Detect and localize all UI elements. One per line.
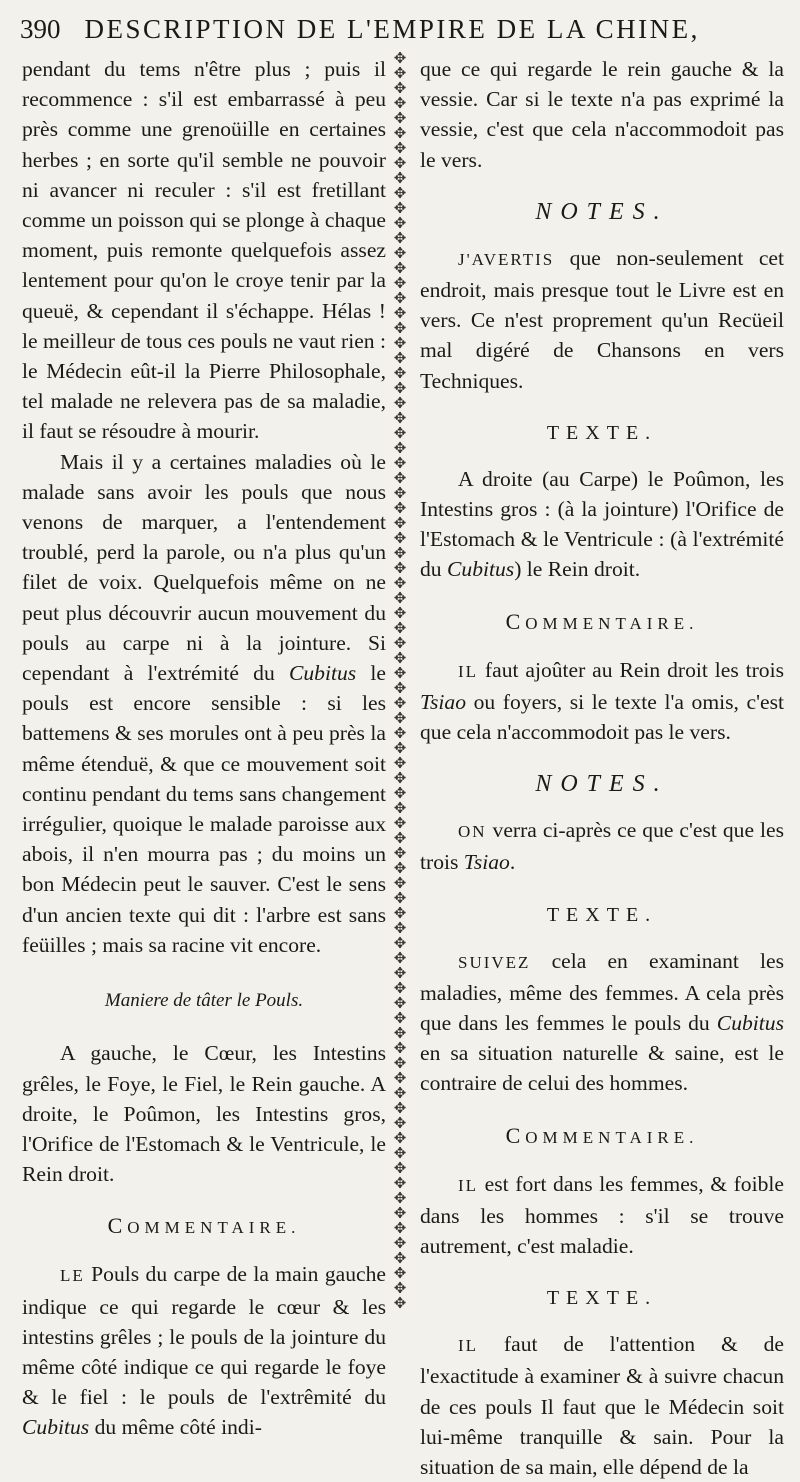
- paragraph: que ce qui regarde le rein gauche & la vessie. Car si le texte n'a pas exprimé la vessie, c'est que cela n'accommodoit pas le vers.: [420, 57, 784, 172]
- paragraph: [420, 655, 784, 748]
- paragraph: [420, 815, 784, 877]
- text-run: ou foyers, si le texte l'a omis, c'est que cela n'accommodoit pas le vers.: [420, 689, 784, 745]
- heading-initial: C: [505, 608, 526, 634]
- page-number: 390: [20, 14, 61, 44]
- text-run: en sa situation naturelle & saine, est le contraire de celui des hommes.: [420, 1041, 784, 1096]
- lead-word: LE: [60, 1266, 85, 1286]
- paragraph: [420, 243, 784, 396]
- text-run: .: [509, 850, 516, 875]
- text-run: A droite (au Carpe) le Poûmon, les Intestins gros : (à la jointure) l'Orifice de l'Estomach & le Ventricule : (à l'extrémité du: [420, 466, 784, 582]
- text-run: que non-seulement cet endroit, mais presque tout le Livre est en vers. Ce n'est proprement qu'un Recüeil mal digéré de Chansons en vers Techniques.: [420, 245, 784, 393]
- paragraph: [420, 464, 784, 585]
- page-header: [20, 14, 790, 45]
- heading-rest: OMMENTAIRE.: [127, 1218, 301, 1238]
- running-title: DESCRIPTION DE L'EMPIRE DE LA CHINE,: [84, 14, 700, 44]
- italic-term: Cubitus: [447, 557, 515, 582]
- italic-term: Cubitus: [716, 1011, 784, 1036]
- heading-initial: C: [107, 1213, 128, 1239]
- text-run: Mais il y a certaines maladies où le malade sans avoir les pouls que nous venons de marquer, a l'entendement troublé, perd la parole, ou n'a plus qu'un filet de voix. Quelquefois même on ne peut plus découvrir aucun mouvement du pouls au carpe ni à la jointure. Si cependant à l'extrémité du: [22, 449, 386, 686]
- heading-rest: OMMENTAIRE.: [525, 1127, 699, 1147]
- text-run: le pouls est encore sensible : si les battemens & ses morules ont à peu près la même étenduë, & que ce mouvement soit continu pendant du tems sans changement irrégulier, quoique le malade paroisse aux abois, il n'en mourra pas ; du moins un bon Médecin peut le sauver. C'est le sens d'un ancien texte qui dit : l'arbre est sans feüilles ; mais sa racine vit encore.: [22, 661, 387, 957]
- heading-rest: OMMENTAIRE.: [525, 613, 699, 633]
- section-heading: [420, 607, 784, 639]
- italic-term: Cubitus: [22, 1415, 90, 1440]
- section-heading: [420, 1121, 784, 1153]
- text-run: faut ajoûter au Rein droit les trois: [478, 657, 784, 682]
- italic-term: Tsiao: [463, 850, 510, 875]
- text-run: Pouls du carpe de la main gauche indique ce qui regarde le cœur & les intestins grêles ; le pouls de la jointure du même côté indique ce qui regarde le foye & le fiel : le pouls de l'extrêmité du: [22, 1262, 386, 1410]
- paragraph: A gauche, le Cœur, les Intestins grêles, le Foye, le Fiel, le Rein gauche. A droite, le Poûmon, les Intestins gros, l'Orifice de l'Estomach & le Ventricule, le Rein droit.: [22, 1041, 386, 1187]
- heading-initial: C: [505, 1122, 526, 1148]
- paragraph: [420, 946, 784, 1099]
- lead-word: IL: [458, 1336, 479, 1356]
- section-heading: NOTES.: [535, 198, 669, 225]
- lead-word: J'AVERTIS: [458, 249, 555, 269]
- lead-word: IL: [458, 1175, 479, 1195]
- lead-word: ON: [458, 822, 487, 842]
- section-heading: TEXTE.: [546, 1287, 658, 1310]
- right-column: [420, 54, 784, 1482]
- text-run: ) le Rein droit.: [514, 557, 641, 582]
- paragraph: [22, 1259, 386, 1442]
- italic-term: Tsiao: [420, 689, 467, 714]
- text-run: du même côté indi-: [89, 1415, 262, 1440]
- left-column: [22, 54, 386, 1443]
- column-divider: ✥✥✥✥✥✥✥✥✥✥✥✥✥✥✥✥✥✥✥✥✥✥✥✥✥✥✥✥✥✥✥✥✥✥✥✥✥✥✥✥✥✥✥✥✥✥✥✥✥✥✥✥✥✥✥✥✥✥✥✥✥✥✥✥✥✥✥✥✥✥✥✥✥✥✥✥✥✥✥✥✥✥✥✥: [393, 52, 407, 1312]
- section-subtitle: Maniere de tâter le Pouls.: [104, 990, 304, 1012]
- lead-word: SUIVEZ: [458, 952, 531, 972]
- section-heading: TEXTE.: [546, 421, 658, 444]
- section-heading: NOTES.: [535, 771, 669, 798]
- italic-term: Cubitus: [288, 661, 357, 686]
- paragraph: [420, 1169, 784, 1262]
- paragraph: [420, 1329, 784, 1482]
- section-heading: TEXTE.: [546, 903, 658, 926]
- text-run: faut de l'attention & de l'exactitude à examiner & à suivre chacun de ces pouls Il faut que le Médecin soit lui-même tranquille & sain. Pour la situation de sa main, elle dépend de la: [420, 1332, 784, 1480]
- paragraph: pendant du tems n'être plus ; puis il recommence : s'il est embarrassé à peu près comme une grenoüille en certaines herbes ; en sorte qu'il semble ne pouvoir ni avancer ni reculer : s'il est fretillant comme un poisson qui se plonge à chaque moment, puis remonte quelquefois assez lentement pour qu'on le croye tenir par la queuë, & cependant il s'échappe. Hélas ! le meilleur de tous ces pouls ne vaut rien : le Médecin eût-il la Pierre Philosophale, tel malade ne relevera pas de sa maladie, il faut se résoudre à mourir.: [22, 57, 387, 444]
- paragraph: [22, 447, 386, 960]
- section-heading: [22, 1211, 386, 1243]
- text-run: verra ci-après ce que c'est que les trois: [420, 818, 784, 875]
- text-run: cela en examinant les maladies, même des femmes. A cela près que dans les femmes le pouls du: [420, 948, 784, 1036]
- text-run: est fort dans les femmes, & foible dans les hommes : s'il se trouve autrement, c'est maladie.: [420, 1171, 784, 1259]
- lead-word: IL: [458, 661, 479, 681]
